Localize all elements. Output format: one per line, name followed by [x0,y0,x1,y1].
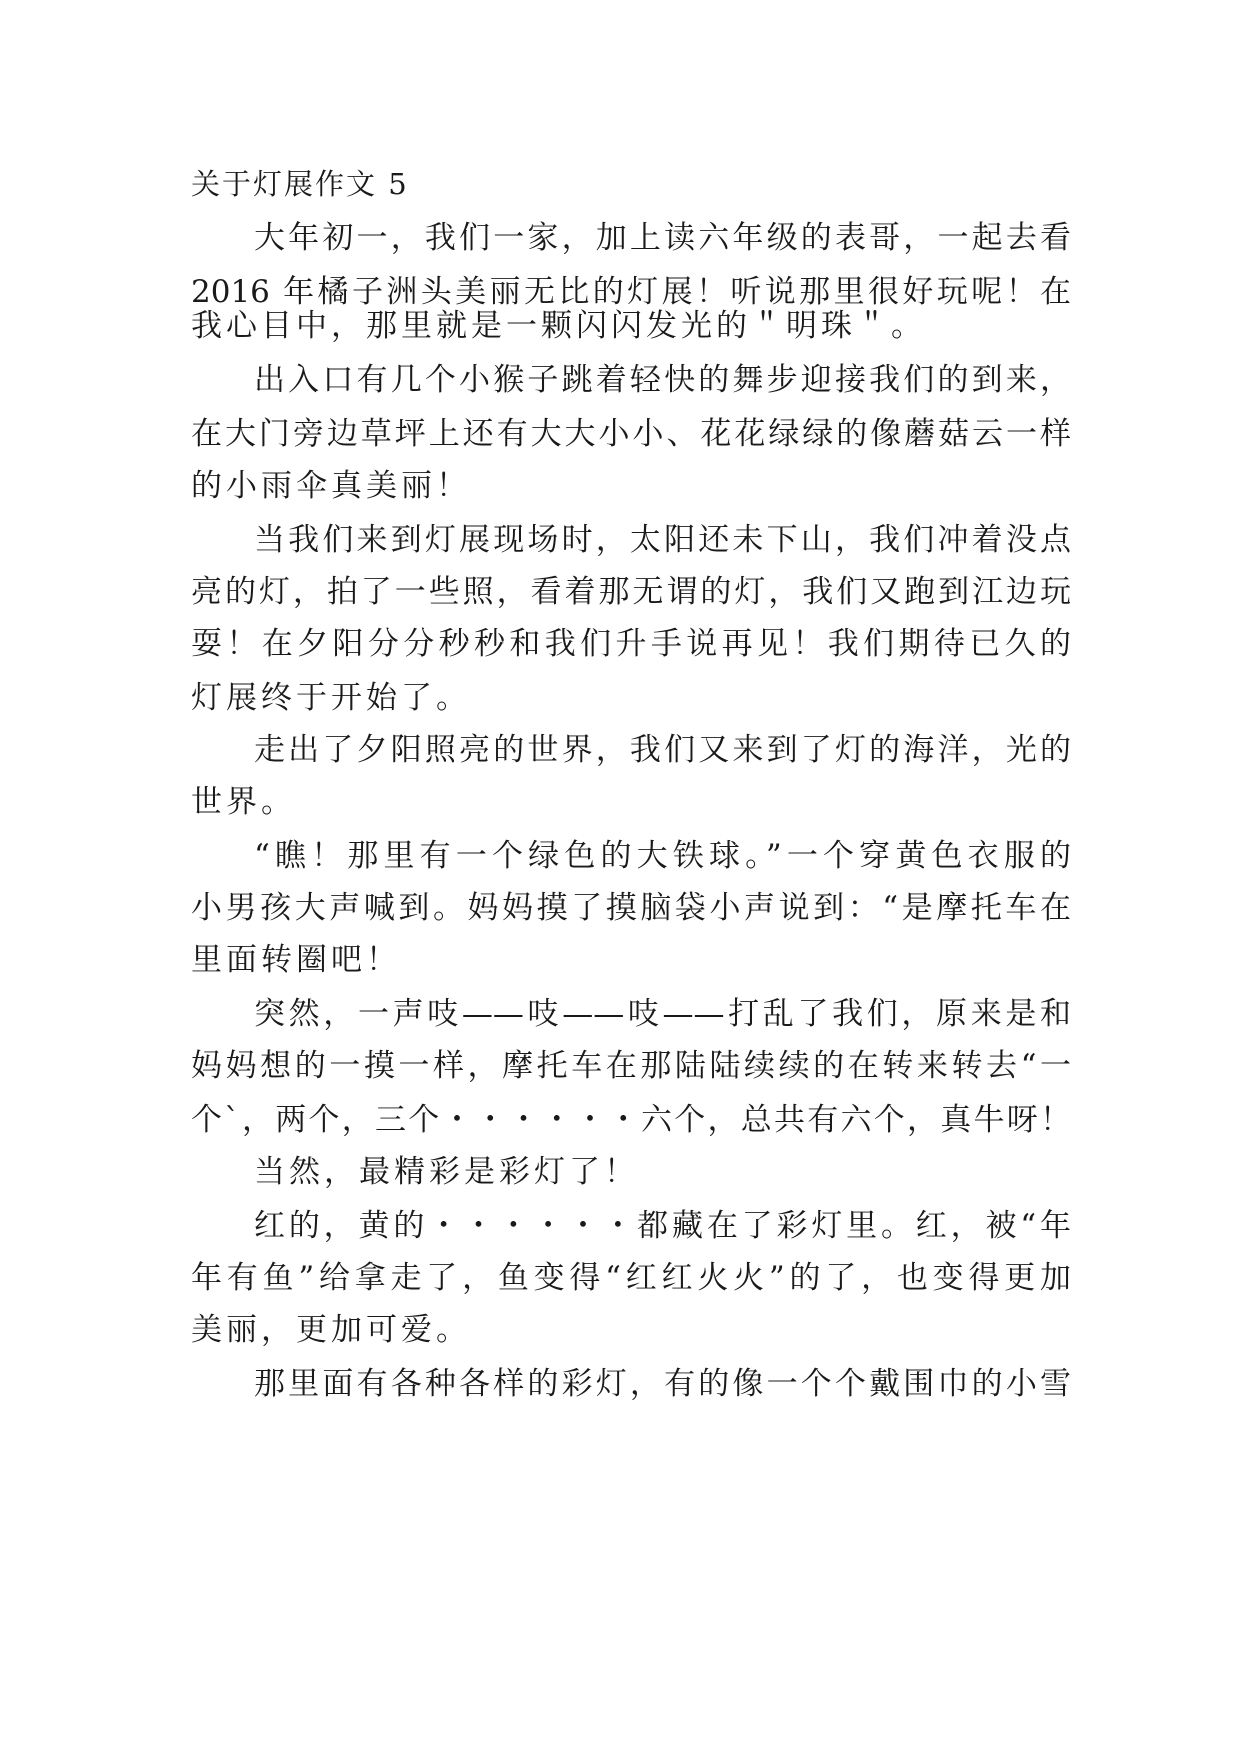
paragraph-line: 突然，一声吱——吱——吱——打乱了我们，原来是和 [254,996,1071,1032]
paragraph-line: 世界。 [191,784,296,820]
paragraph-line: 年有鱼”给拿走了，鱼变得“红红火火”的了，也变得更加 [191,1260,1071,1296]
paragraph-line: 我心目中，那里就是一颗闪闪发光的＂明珠＂。 [191,308,926,344]
paragraph-line: 大年初一，我们一家，加上读六年级的表哥，一起去看 [254,220,1071,256]
paragraph-line: 里面转圈吧！ [191,942,401,978]
paragraph-line: 在大门旁边草坪上还有大大小小、花花绿绿的像蘑菇云一样 [191,416,1071,452]
document-title: 关于灯展作文 5 [191,167,409,201]
paragraph-line: 亮的灯，拍了一些照，看着那无谓的灯，我们又跑到江边玩 [191,574,1071,610]
paragraph-line: 出入口有几个小猴子跳着轻快的舞步迎接我们的到来， [254,362,1071,398]
paragraph-line: 美丽，更加可爱。 [191,1312,471,1348]
paragraph-line: 的小雨伞真美丽！ [191,468,471,504]
paragraph-line: “瞧！那里有一个绿色的大铁球。”一个穿黄色衣服的 [254,838,1071,874]
paragraph-line: 灯展终于开始了。 [191,680,471,716]
paragraph-line: 个`，两个，三个・・・・・・六个，总共有六个，真牛呀！ [191,1102,1071,1138]
paragraph-line: 那里面有各种各样的彩灯，有的像一个个戴围巾的小雪 [254,1366,1071,1402]
paragraph-line: 小男孩大声喊到。妈妈摸了摸脑袋小声说到：“是摩托车在 [191,890,1071,926]
paragraph-line: 耍！在夕阳分分秒秒和我们升手说再见！我们期待已久的 [191,626,1071,662]
paragraph-line: 当我们来到灯展现场时，太阳还未下山，我们冲着没点 [254,522,1071,558]
paragraph-line: 走出了夕阳照亮的世界，我们又来到了灯的海洋，光的 [254,732,1071,768]
paragraph-line: 妈妈想的一摸一样，摩托车在那陆陆续续的在转来转去“一 [191,1048,1071,1084]
paragraph-line: 2016 年橘子洲头美丽无比的灯展！听说那里很好玩呢！在 [191,274,1071,310]
paragraph-line: 当然，最精彩是彩灯了！ [254,1154,639,1190]
paragraph-line: 红的，黄的・・・・・・都藏在了彩灯里。红，被“年 [254,1208,1071,1244]
